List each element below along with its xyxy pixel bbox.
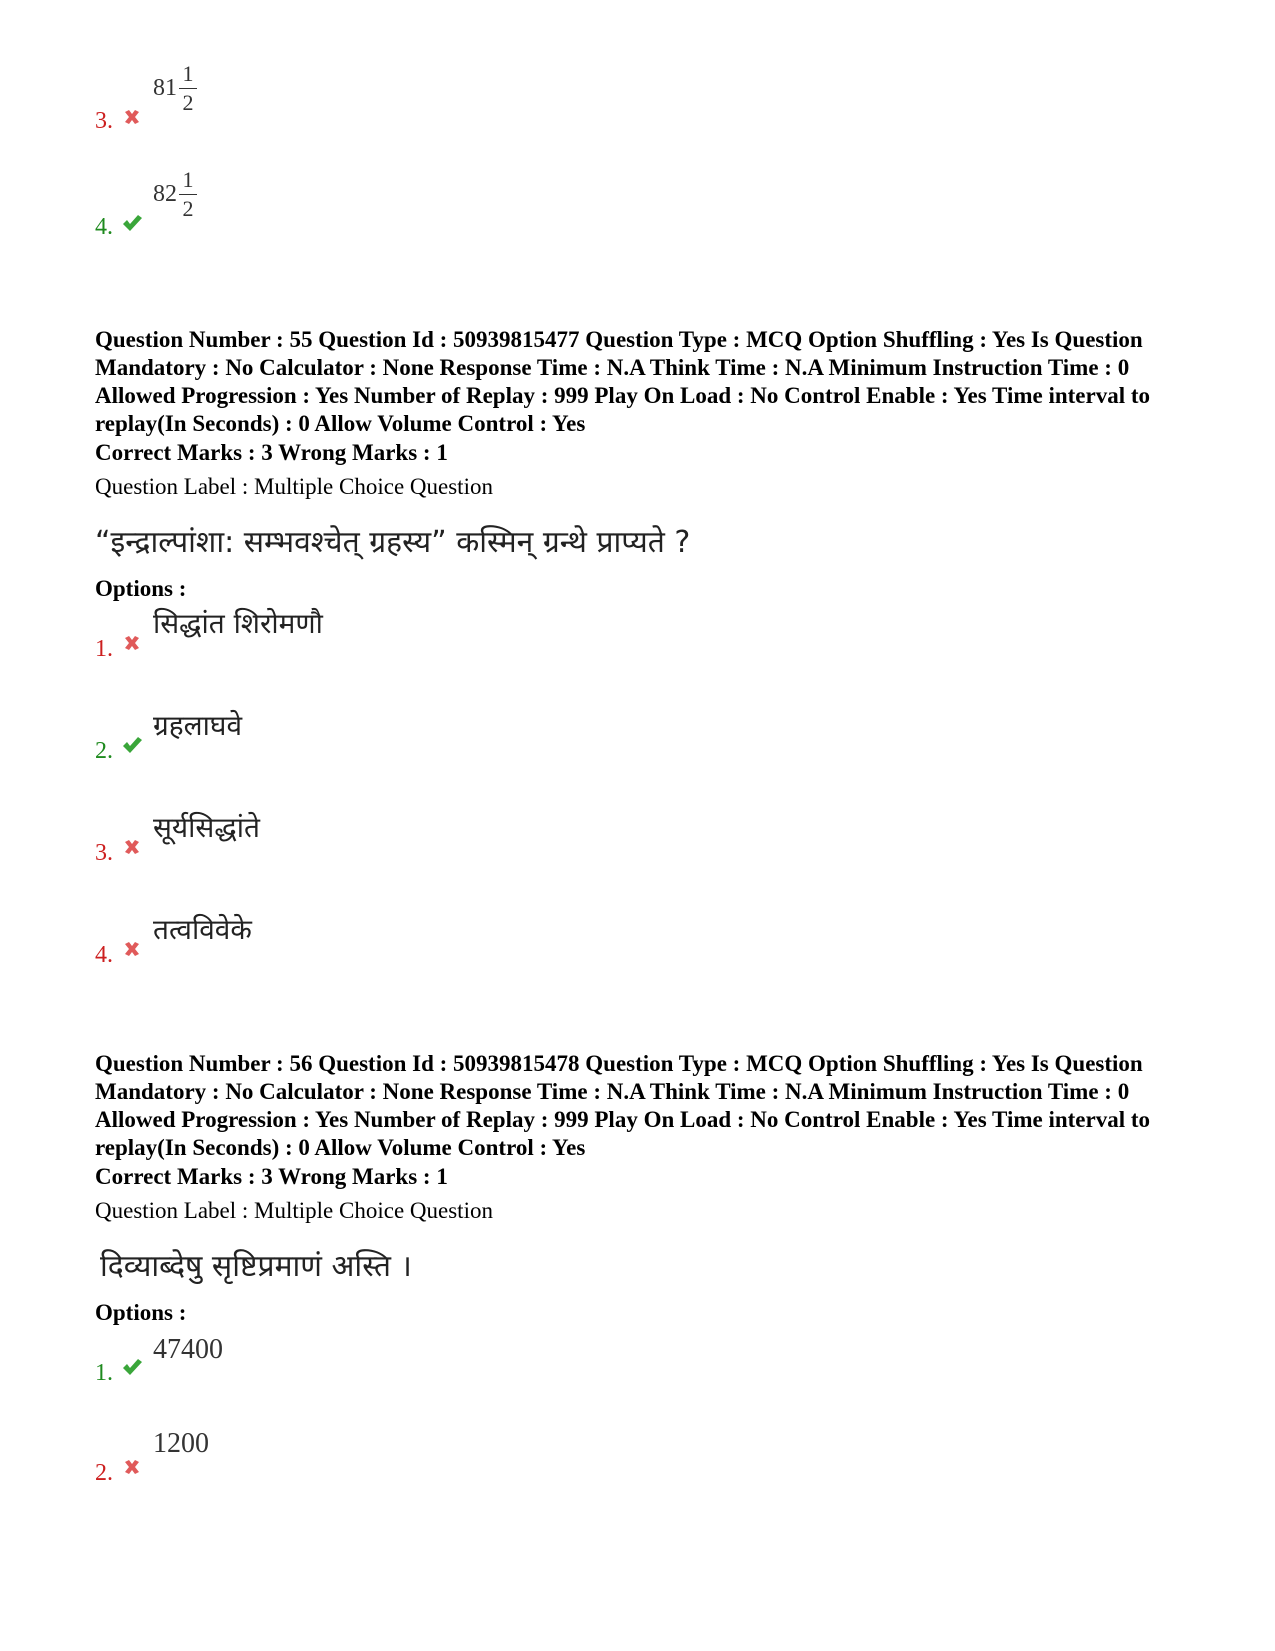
question-55-text: “इन्द्राल्पांशा: सम्भवश्चेत् ग्रहस्य” कस्मिन् ग्रन्थे प्राप्यते ? — [95, 525, 691, 560]
wrong-cross-icon — [121, 836, 143, 858]
question-55-label: Question Label : Multiple Choice Question — [95, 474, 493, 499]
fraction-whole: 82 — [153, 181, 177, 207]
wrong-cross-icon — [121, 106, 143, 128]
question-56-label: Question Label : Multiple Choice Question — [95, 1198, 493, 1223]
fraction-numerator: 1 — [182, 61, 194, 86]
question-55-options-heading: Options : — [95, 576, 187, 601]
option-number: 1. — [95, 636, 113, 662]
question-56-options-heading: Options : — [95, 1300, 187, 1325]
fraction-denominator: 2 — [182, 90, 194, 115]
option-text: सूर्यसिद्धांते — [153, 811, 260, 844]
question-56-marks: Correct Marks : 3 Wrong Marks : 1 — [95, 1164, 448, 1189]
wrong-cross-icon — [121, 632, 143, 654]
question-56-text: दिव्याब्देषु सृष्टिप्रमाणं अस्ति । — [100, 1249, 412, 1284]
option-text: 1200 — [153, 1428, 209, 1459]
option-text: ग्रहलाघवे — [153, 709, 243, 742]
option-number: 4. — [95, 214, 113, 240]
option-value — [153, 62, 197, 115]
fraction-numerator: 1 — [182, 167, 194, 192]
question-56-meta: Question Number : 56 Question Id : 50939815478 Question Type : MCQ Option Shuffling : Yes Is Question Mandatory : No Calculator : None Response Time : N.A Think Time : N.A Minimum Instruction Time : 0 Allowed Progression : Yes Number of Replay : 999 Play On Load : No Control Enable : Yes Time interval to replay(In Seconds) : 0 Allow Volume Control : Yes — [95, 1051, 1151, 1160]
correct-check-icon — [121, 212, 143, 234]
fraction-whole: 81 — [153, 75, 177, 101]
wrong-cross-icon — [121, 1456, 143, 1478]
option-number: 4. — [95, 942, 113, 968]
option-number: 1. — [95, 1360, 113, 1386]
option-text: 47400 — [153, 1334, 223, 1365]
option-number: 2. — [95, 1460, 113, 1486]
correct-check-icon — [121, 734, 143, 756]
option-number: 3. — [95, 108, 113, 134]
option-number: 2. — [95, 738, 113, 764]
wrong-cross-icon — [121, 938, 143, 960]
option-value — [153, 168, 197, 221]
question-55-meta: Question Number : 55 Question Id : 50939815477 Question Type : MCQ Option Shuffling : Yes Is Question Mandatory : No Calculator : None Response Time : N.A Think Time : N.A Minimum Instruction Time : 0 Allowed Progression : Yes Number of Replay : 999 Play On Load : No Control Enable : Yes Time interval to replay(In Seconds) : 0 Allow Volume Control : Yes — [95, 327, 1151, 436]
fraction-denominator: 2 — [182, 196, 194, 221]
question-55-marks: Correct Marks : 3 Wrong Marks : 1 — [95, 440, 448, 465]
option-text: तत्वविवेके — [153, 913, 252, 946]
correct-check-icon — [121, 1356, 143, 1378]
option-number: 3. — [95, 840, 113, 866]
option-text: सिद्धांत शिरोमणौ — [153, 607, 323, 640]
